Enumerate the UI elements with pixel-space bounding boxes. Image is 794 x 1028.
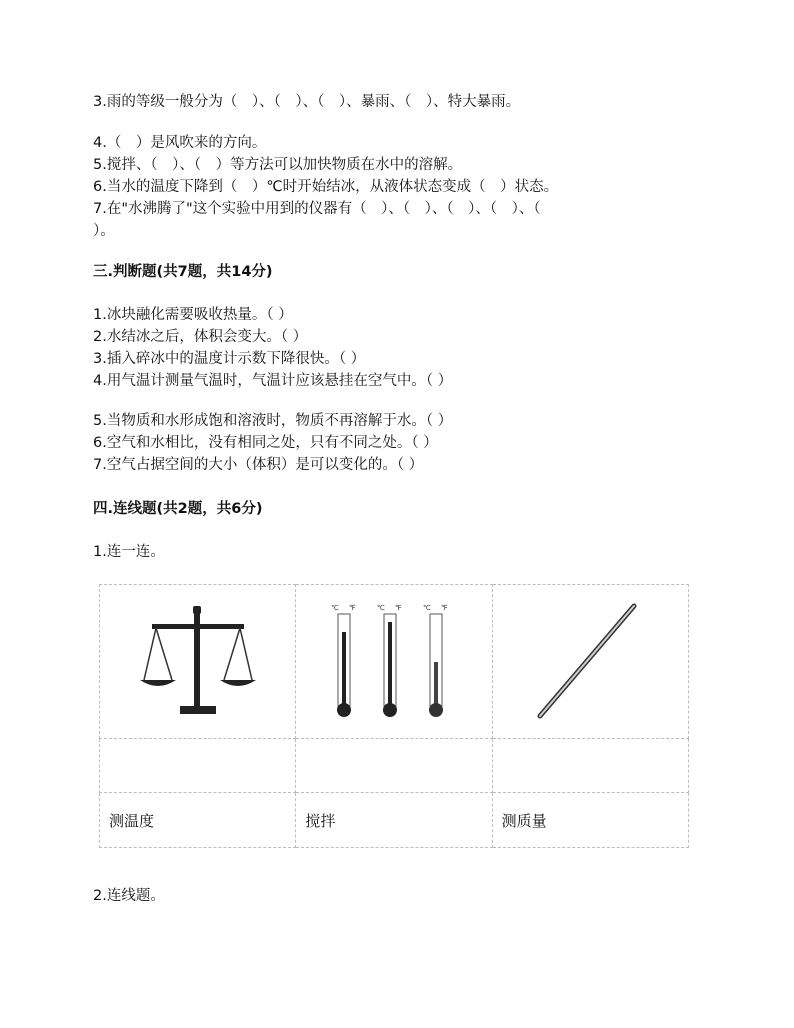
section3-heading: 三.判断题(共7题，共14分) xyxy=(93,264,273,280)
thermo-unit-c: ℃ xyxy=(422,603,431,612)
thermo-unit-f: ℉ xyxy=(394,603,402,612)
cell-thermometers[interactable] xyxy=(296,585,492,739)
fill-in-q7-line1: 7.在"水沸腾了"这个实验中用到的仪器有（ ）、（ ）、（ ）、（ ）、（ xyxy=(93,201,541,217)
matching-table xyxy=(99,584,689,848)
fill-in-q7-line2: ）。 xyxy=(93,223,115,239)
match-q1-label: 1.连一连。 xyxy=(93,544,165,560)
judge-item-4: 4.用气温计测量气温时，气温计应该悬挂在空气中。（ ） xyxy=(93,373,453,389)
judge-item-5: 5.当物质和水形成饱和溶液时，物质不再溶解于水。（ ） xyxy=(93,413,453,429)
balance-scale-icon xyxy=(138,602,258,722)
cell-balance[interactable] xyxy=(100,585,296,739)
fill-in-q5: 5.搅拌、（ ）、（ ）等方法可以加快物质在水中的溶解。 xyxy=(93,157,463,173)
thermo-unit-f: ℉ xyxy=(348,603,356,612)
judge-item-3: 3.插入碎冰中的温度计示数下降很快。（ ） xyxy=(93,351,366,367)
judge-item-7: 7.空气占据空间的大小（体积）是可以变化的。（ ） xyxy=(93,457,424,473)
thermo-unit-c: ℃ xyxy=(376,603,385,612)
fill-in-q3: 3.雨的等级一般分为（ ）、（ ）、（ ）、暴雨、（ ）、特大暴雨。 xyxy=(93,94,521,110)
label-measure-temperature[interactable]: 测温度 xyxy=(100,793,296,848)
judge-item-1: 1.冰块融化需要吸收热量。（ ） xyxy=(93,307,293,323)
fill-in-q6: 6.当水的温度下降到（ ）℃时开始结冰，从液体状态变成（ ）状态。 xyxy=(93,179,559,195)
thermometers-icon xyxy=(329,602,459,722)
judge-item-2: 2.水结冰之后，体积会变大。（ ） xyxy=(93,329,308,345)
blank-cell-2 xyxy=(296,739,492,793)
label-stir[interactable]: 搅拌 xyxy=(296,793,492,848)
glass-rod-icon xyxy=(530,602,650,722)
thermo-unit-f: ℉ xyxy=(440,603,448,612)
section4-heading: 四.连线题(共2题，共6分) xyxy=(93,501,263,517)
thermo-unit-c: ℃ xyxy=(330,603,339,612)
label-measure-mass[interactable]: 测质量 xyxy=(492,793,688,848)
blank-cell-3 xyxy=(492,739,688,793)
judge-item-6: 6.空气和水相比，没有相同之处，只有不同之处。（ ） xyxy=(93,435,438,451)
fill-in-q4: 4.（ ）是风吹来的方向。 xyxy=(93,135,267,151)
cell-glass-rod[interactable] xyxy=(492,585,688,739)
blank-cell-1 xyxy=(100,739,296,793)
match-q2-label: 2.连线题。 xyxy=(93,888,165,904)
